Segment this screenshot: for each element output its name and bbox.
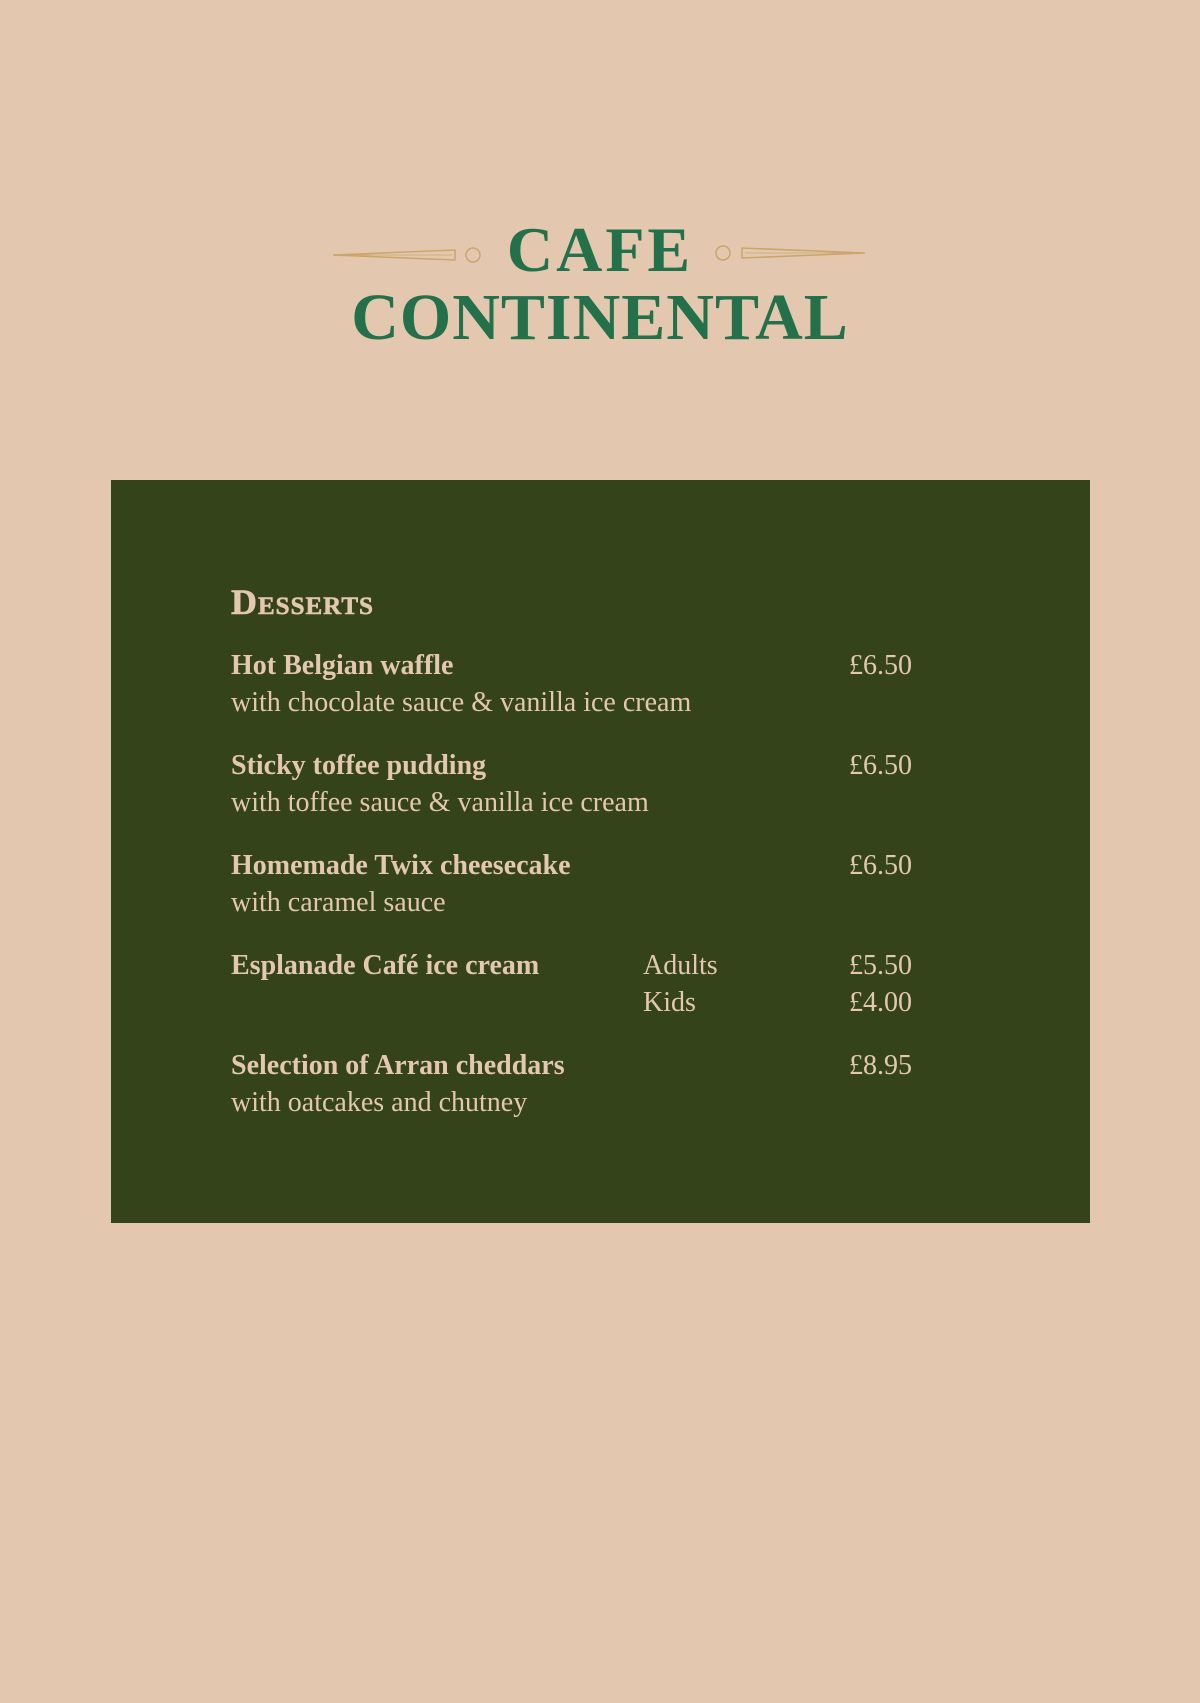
menu-item-description: with chocolate sauce & vanilla ice cream [231, 687, 692, 718]
menu-item-name: Esplanade Café ice cream [231, 950, 540, 981]
menu-item [231, 848, 951, 924]
menu-item-variant-label: Kids [643, 987, 696, 1018]
menu-item-price: £6.50 [849, 650, 912, 681]
menu-item-price: £6.50 [849, 750, 912, 781]
menu-item-name: Homemade Twix cheesecake [231, 850, 571, 881]
cafe-continental-logo [0, 215, 1200, 355]
menu-item [231, 648, 951, 724]
menu-item-name: Hot Belgian waffle [231, 650, 454, 681]
section-title: Desserts [231, 582, 374, 622]
menu-item [231, 948, 951, 1024]
desserts-menu-panel [111, 480, 1090, 1223]
menu-item-variant-label: Adults [643, 950, 718, 981]
menu-item-description: with toffee sauce & vanilla ice cream [231, 787, 649, 818]
menu-item-name: Selection of Arran cheddars [231, 1050, 565, 1081]
menu-item-description: with caramel sauce [231, 887, 446, 918]
menu-item [231, 748, 951, 824]
menu-item-price: £6.50 [849, 850, 912, 881]
logo-cafe-text: CAFE [506, 214, 694, 285]
logo-continental-text: CONTINENTAL [351, 281, 849, 354]
menu-item-variant-price: £4.00 [849, 987, 912, 1018]
menu-item-variant-price: £5.50 [849, 950, 912, 981]
menu-item-name: Sticky toffee pudding [231, 750, 487, 781]
menu-item-price: £8.95 [849, 1050, 912, 1081]
menu-item-description: with oatcakes and chutney [231, 1087, 528, 1118]
menu-item [231, 1048, 951, 1124]
